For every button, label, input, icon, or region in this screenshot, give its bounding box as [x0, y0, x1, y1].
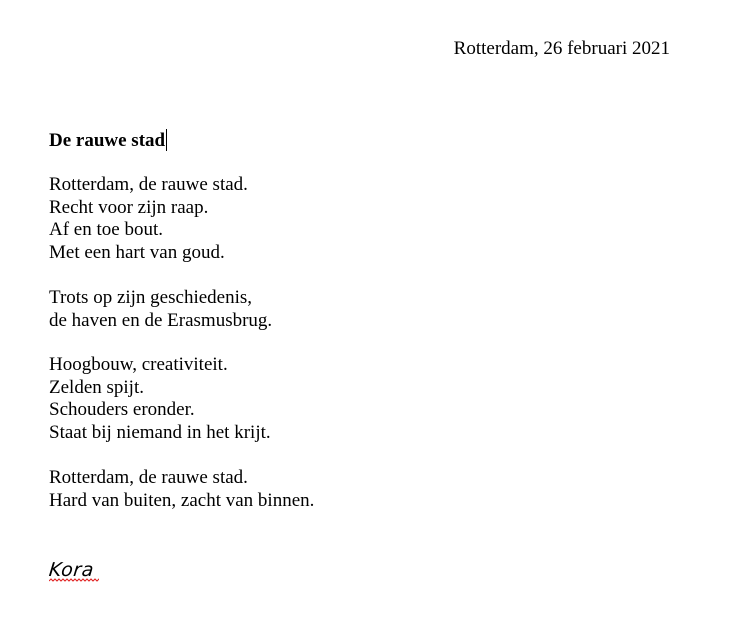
poem-line: Schouders eronder.: [49, 399, 195, 420]
poem-line: Met een hart van goud.: [49, 241, 225, 263]
date-line: Rotterdam, 26 februari 2021: [453, 38, 670, 59]
poem-line: Trots op zijn geschiedenis,: [49, 287, 253, 308]
stanza-1: [49, 174, 248, 264]
poem-line: Staat bij niemand in het krijt.: [49, 421, 271, 443]
poem-line: Af en toe bout.: [49, 219, 163, 240]
poem-line: Rotterdam, de rauwe stad.: [49, 174, 248, 195]
poem-line: Zelden spijt.: [49, 376, 144, 398]
signature: Kora: [47, 559, 96, 581]
poem-line: Recht voor zijn raap.: [49, 196, 209, 218]
poem-line: Hard van buiten, zacht van binnen.: [49, 489, 315, 511]
poem-title: [49, 129, 167, 152]
poem-line: Rotterdam, de rauwe stad.: [49, 467, 248, 488]
text-cursor: [166, 129, 167, 151]
stanza-4: [49, 467, 314, 512]
stanza-2: [49, 287, 272, 332]
spellcheck-underline: [49, 578, 99, 582]
poem-title-text: De rauwe stad: [49, 130, 166, 151]
stanza-3: [49, 354, 271, 444]
poem-line: de haven en de Erasmusbrug.: [49, 309, 273, 331]
poem-line: Hoogbouw, creativiteit.: [49, 354, 228, 375]
